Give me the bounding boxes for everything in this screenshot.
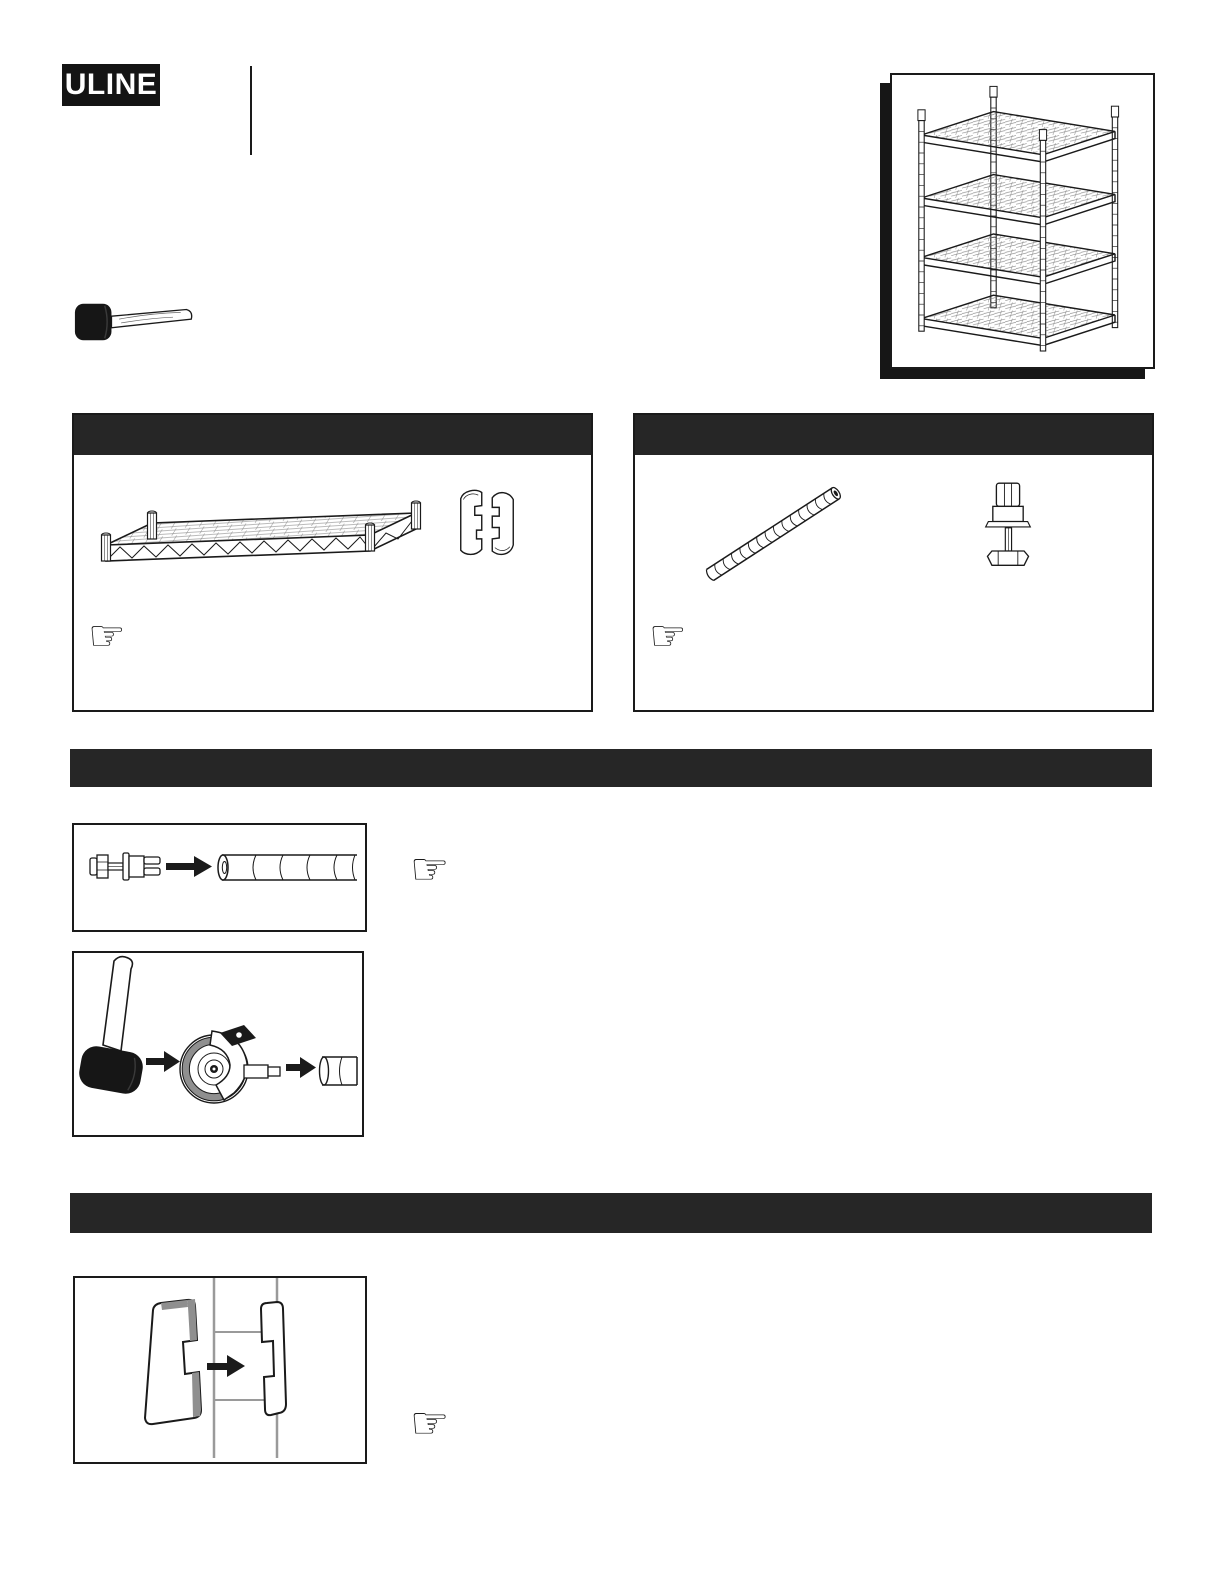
pointing-hand-icon bbox=[649, 611, 687, 660]
parts-box-shelf-header bbox=[74, 415, 591, 455]
foot-into-post-diagram bbox=[74, 825, 361, 926]
pointing-hand-glyph: ☞ bbox=[649, 611, 687, 660]
parts-box-post bbox=[633, 413, 1154, 712]
post-tube-illustration bbox=[218, 855, 357, 880]
arrow-right-icon bbox=[207, 1355, 245, 1377]
pointing-hand-glyph: ☞ bbox=[410, 1398, 450, 1449]
section-a-header-bar bbox=[70, 749, 1152, 787]
arrow-right-icon bbox=[286, 1057, 316, 1078]
split-sleeve-illustration bbox=[452, 483, 522, 565]
pointing-hand-icon bbox=[410, 844, 450, 895]
section-b-header-bar bbox=[70, 1193, 1152, 1233]
uline-logo bbox=[62, 64, 160, 106]
arrow-right-icon bbox=[146, 1051, 180, 1072]
leveling-foot-side-illustration bbox=[90, 853, 160, 880]
pointing-hand-icon bbox=[88, 611, 126, 660]
caster-into-post-diagram bbox=[74, 953, 358, 1131]
step-box-caster-into-post bbox=[72, 951, 364, 1137]
wire-shelving-unit-illustration bbox=[908, 81, 1133, 360]
grooved-post-illustration bbox=[705, 481, 850, 583]
sleeve-onto-post-diagram bbox=[75, 1278, 361, 1458]
pointing-hand-icon bbox=[410, 1398, 450, 1449]
parts-box-post-header bbox=[635, 415, 1152, 455]
sleeve-half-illustration bbox=[145, 1299, 201, 1424]
rubber-mallet-illustration bbox=[73, 300, 198, 344]
arrow-right-icon bbox=[166, 856, 212, 877]
leveling-foot-illustration bbox=[983, 481, 1033, 571]
wire-shelf-illustration bbox=[94, 485, 424, 580]
swivel-caster-illustration bbox=[180, 1025, 280, 1103]
pointing-hand-glyph: ☞ bbox=[88, 611, 126, 660]
product-preview-box bbox=[890, 73, 1155, 369]
step-box-foot-into-post bbox=[72, 823, 367, 932]
pointing-hand-glyph: ☞ bbox=[410, 844, 450, 895]
header-divider-line bbox=[250, 66, 252, 155]
uline-logo-text: ULINE bbox=[64, 68, 158, 101]
sleeve-on-post-illustration bbox=[261, 1302, 286, 1415]
step-box-sleeve-onto-post bbox=[73, 1276, 367, 1464]
rubber-mallet-illustration bbox=[77, 957, 145, 1097]
post-tube-illustration bbox=[320, 1057, 359, 1085]
parts-box-shelf bbox=[72, 413, 593, 712]
